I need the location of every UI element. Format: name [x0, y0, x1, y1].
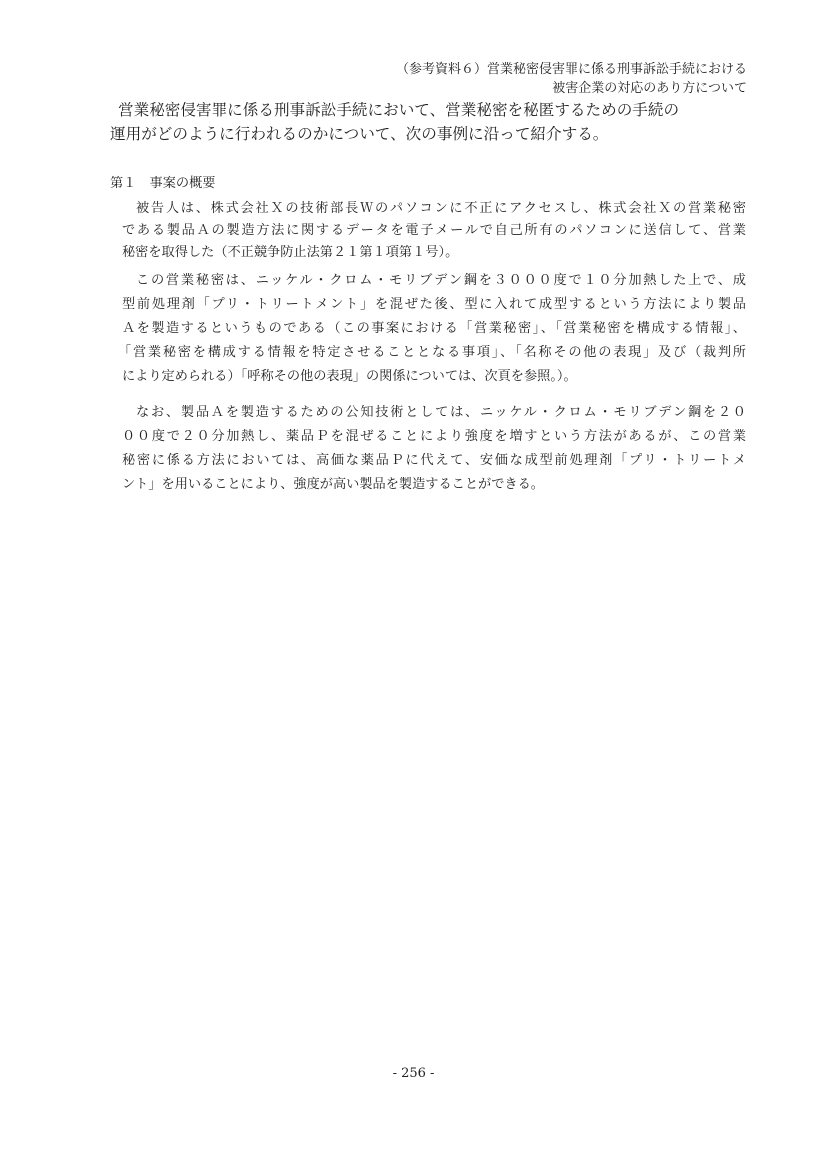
paragraph-1-line-3: 秘密を取得した（不正競争防止法第２１第１項第１号）。: [122, 245, 459, 260]
paragraph-2-line-4: 「営業秘密を構成する情報を特定させることとなる事項」、「名称その他の表現」及び（裁判所: [118, 345, 746, 360]
paragraph-2-line-5: により定められる）「呼称その他の表現」の関係については、次頁を参照。）。: [122, 369, 577, 384]
paragraph-2-line-2: 型前処理剤「プリ・トリートメント」を混ぜた後、型に入れて成型するという方法により製品: [122, 297, 746, 312]
paragraph-1-line-2: である製品Ａの製造方法に関するデータを電子メールで自己所有のパソコンに送信して、営業: [122, 223, 746, 238]
intro-line-2: 運用がどのように行われるのかについて、次の事例に沿って紹介する。: [110, 125, 609, 143]
paragraph-1-line-1: 被告人は、株式会社Ｘの技術部長Ｗのパソコンに不正にアクセスし、株式会社Ｘの営業秘密: [136, 201, 746, 216]
paragraph-3-line-1: なお、製品Ａを製造するための公知技術としては、ニッケル・クロム・モリブデン鋼を２０: [136, 405, 746, 420]
document-header-line-1: （参考資料６）営業秘密侵害罪に係る刑事訴訟手続における: [395, 62, 747, 77]
paragraph-3-line-3: 秘密に係る方法においては、高価な薬品Ｐに代えて、安価な成型前処理剤「プリ・トリートメ: [122, 453, 746, 468]
document-header-line-2: 被害企業の対応のあり方について: [552, 81, 747, 96]
paragraph-3-line-4: ント」を用いることにより、強度が高い製品を製造することができる。: [122, 477, 544, 492]
page-number: - 256 -: [392, 1066, 435, 1081]
intro-line-1: 営業秘密侵害罪に係る刑事訴訟手続において、営業秘密を秘匿するための手続の: [118, 101, 680, 119]
section-heading: 第１ 事案の概要: [110, 176, 216, 191]
paragraph-2-line-3: Ａを製造するというものである（この事案における「営業秘密」、「営業秘密を構成する情報」、: [122, 321, 746, 336]
paragraph-3-line-2: ００度で２０分加熱し、薬品Ｐを混ぜることにより強度を増すという方法があるが、この営業: [122, 429, 746, 444]
paragraph-2-line-1: この営業秘密は、ニッケル・クロム・モリブデン鋼を３０００度で１０分加熱した上で、成: [136, 273, 746, 288]
